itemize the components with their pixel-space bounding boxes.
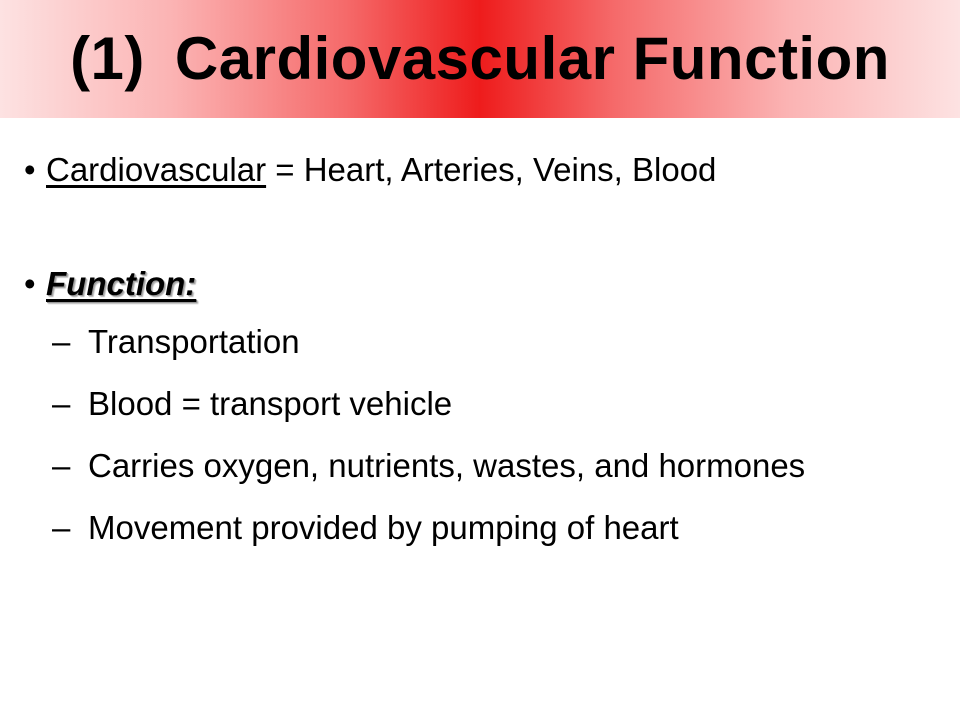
function-heading: Function: bbox=[46, 265, 197, 302]
slide-title bbox=[0, 14, 960, 104]
function-item-text: Transportation bbox=[88, 323, 300, 360]
bullet-icon: • bbox=[24, 151, 36, 188]
function-item-text: Carries oxygen, nutrients, wastes, and hormones bbox=[88, 447, 806, 484]
title-number: (1) bbox=[70, 25, 145, 92]
dash-icon: – bbox=[52, 447, 71, 484]
title-text: Cardiovascular Function bbox=[174, 25, 890, 92]
definition-text: = Heart, Arteries, Veins, Blood bbox=[266, 151, 717, 188]
function-bullet bbox=[24, 264, 196, 304]
dash-icon: – bbox=[52, 509, 71, 546]
definition-bullet bbox=[24, 150, 716, 190]
function-list bbox=[52, 322, 932, 570]
function-item bbox=[52, 508, 932, 548]
dash-icon: – bbox=[52, 385, 71, 422]
function-item-text: Movement provided by pumping of heart bbox=[88, 509, 679, 546]
function-item bbox=[52, 322, 932, 362]
function-item bbox=[52, 384, 932, 424]
bullet-icon: • bbox=[24, 265, 36, 302]
function-item-text: Blood = transport vehicle bbox=[88, 385, 453, 422]
definition-term: Cardiovascular bbox=[46, 151, 267, 188]
function-item bbox=[52, 446, 932, 486]
dash-icon: – bbox=[52, 323, 71, 360]
